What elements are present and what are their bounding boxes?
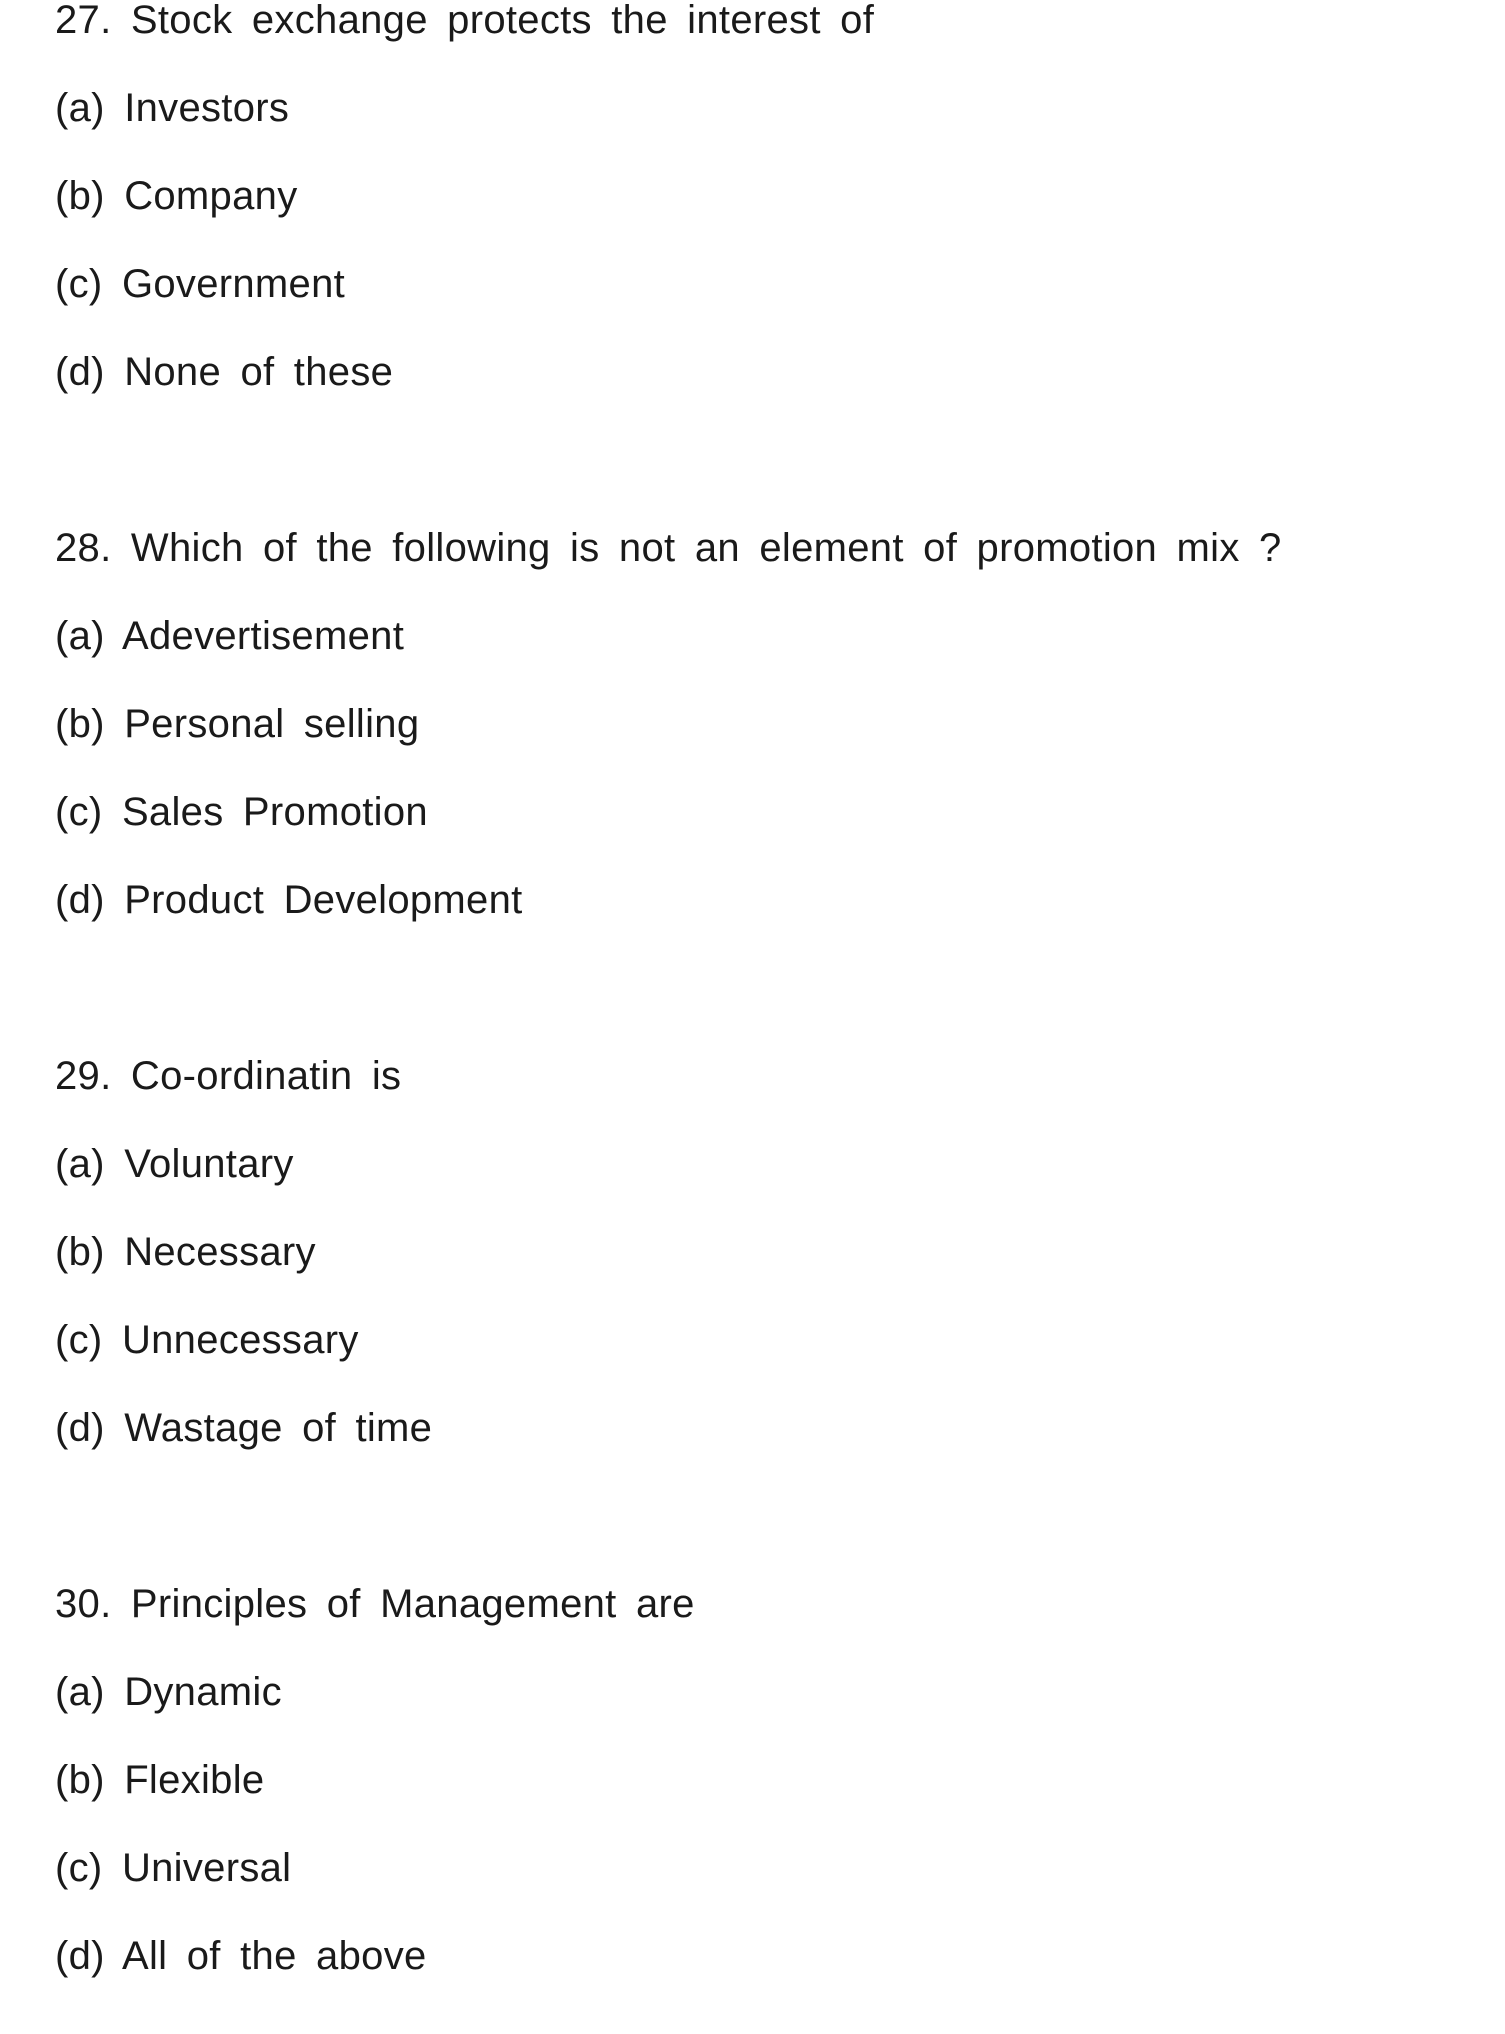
question-29-text: 29. Co-ordinatin is [55, 1054, 402, 1098]
question-30-option-c: (c) Universal [55, 1846, 292, 1890]
question-30-text: 30. Principles of Management are [55, 1582, 695, 1626]
question-30-option-b: (b) Flexible [55, 1758, 265, 1802]
question-27-option-d: (d) None of these [55, 350, 394, 394]
question-28-option-d: (d) Product Development [55, 878, 523, 922]
question-28-text: 28. Which of the following is not an element of promotion mix ? [55, 526, 1282, 570]
question-27-option-a: (a) Investors [55, 86, 290, 130]
question-30-option-a: (a) Dynamic [55, 1670, 282, 1714]
question-27-option-b: (b) Company [55, 174, 298, 218]
question-28-option-c: (c) Sales Promotion [55, 790, 428, 834]
question-28-option-a: (a) Adevertisement [55, 614, 405, 658]
question-29-option-c: (c) Unnecessary [55, 1318, 359, 1362]
question-29-option-d: (d) Wastage of time [55, 1406, 433, 1450]
question-30-option-d: (d) All of the above [55, 1934, 427, 1978]
question-29-option-b: (b) Necessary [55, 1230, 316, 1274]
question-27-text: 27. Stock exchange protects the interest of [55, 0, 875, 42]
question-28-option-b: (b) Personal selling [55, 702, 420, 746]
question-29-option-a: (a) Voluntary [55, 1142, 294, 1186]
question-27-option-c: (c) Government [55, 262, 346, 306]
